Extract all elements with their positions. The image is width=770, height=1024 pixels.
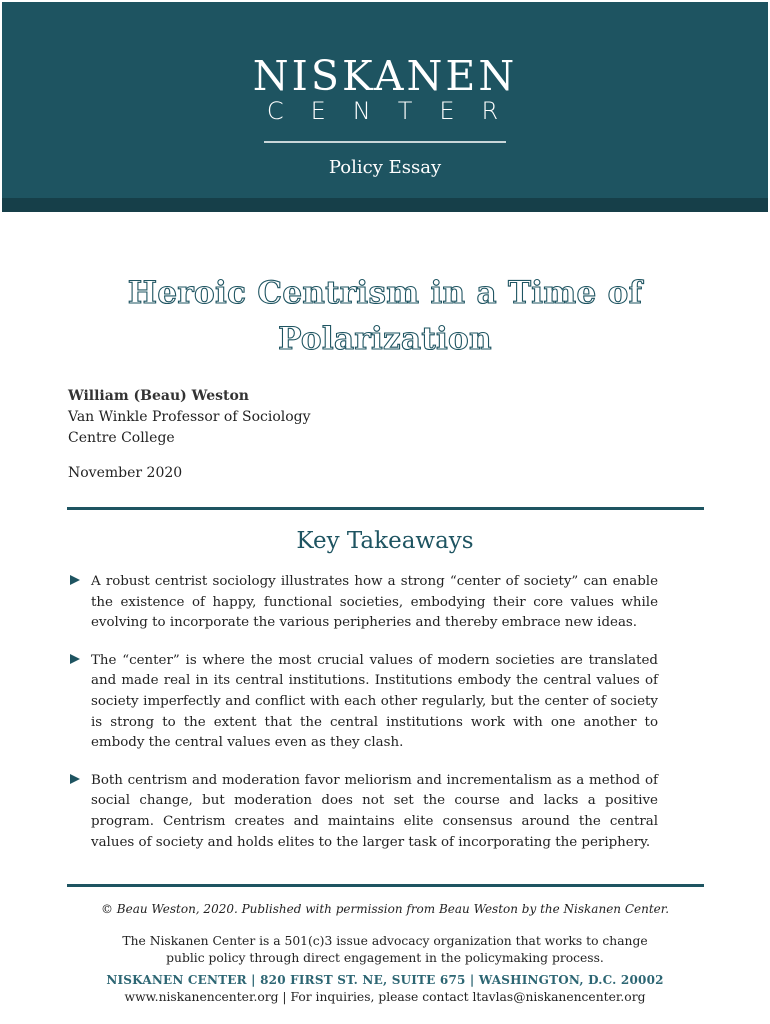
- about-organization: The Niskanen Center is a 501(c)3 issue advocacy organization that works to change public policy through direct engagement in the policymaking process.: [122, 934, 648, 965]
- triangle-bullet-icon: [70, 654, 80, 664]
- organization-address: NISKANEN CENTER | 820 FIRST ST. NE, SUITE 675 | WASHINGTON, D.C. 20002: [106, 973, 664, 987]
- copyright-notice: © Beau Weston, 2020. Published with permission from Beau Weston by the Niskanen Center.: [100, 902, 670, 916]
- takeaway-item: [70, 572, 658, 634]
- author-position: Van Winkle Professor of Sociology: [68, 409, 311, 425]
- takeaway-text: A robust centrist sociology illustrates how a strong “center of society” can enable the existence of happy, functional societies, embodying their core values while evolving to incorporate the various peripheries and thereby embrace new ideas.: [91, 574, 658, 631]
- takeaway-item: [70, 651, 658, 754]
- key-takeaways-heading: Key Takeaways: [296, 528, 474, 554]
- takeaway-item: [70, 771, 658, 853]
- triangle-bullet-icon: [70, 774, 80, 784]
- document-title: Heroic Centrism in a Time of Polarization: [127, 275, 643, 357]
- divider-top: [67, 507, 704, 510]
- takeaway-text: Both centrism and moderation favor meliorism and incrementalism as a method of social change, but moderation does not set the course and lacks a positive program. Centrism creates and maintains elite consensus around the central values of society and holds elites to the larger task of incorporating the periphery.: [91, 772, 658, 850]
- author-block: [68, 386, 311, 449]
- contact-line: www.niskanencenter.org | For inquiries, please contact ltavlas@niskanencenter.org: [124, 990, 646, 1004]
- key-takeaways-list: [70, 572, 658, 870]
- takeaway-text: The “center” is where the most crucial values of modern societies are translated and made real in its central institutions. Institutions embody the central values of society imperfectly and conflict with each other regularly, but the center of society is strong to the extent that the central institutions work with one another to embody the central values even as they clash.: [91, 652, 658, 751]
- publication-date: November 2020: [68, 465, 183, 481]
- essay-type-label: Policy Essay: [328, 157, 442, 178]
- logo-divider: [264, 141, 506, 143]
- logo-niskanen: NISKANEN: [252, 52, 518, 100]
- triangle-bullet-icon: [70, 575, 80, 585]
- divider-bottom: [67, 884, 704, 887]
- author-name: William (Beau) Weston: [68, 388, 249, 404]
- author-institution: Centre College: [68, 430, 175, 446]
- header-strip: [2, 198, 768, 212]
- logo-center: CENTER: [266, 97, 526, 125]
